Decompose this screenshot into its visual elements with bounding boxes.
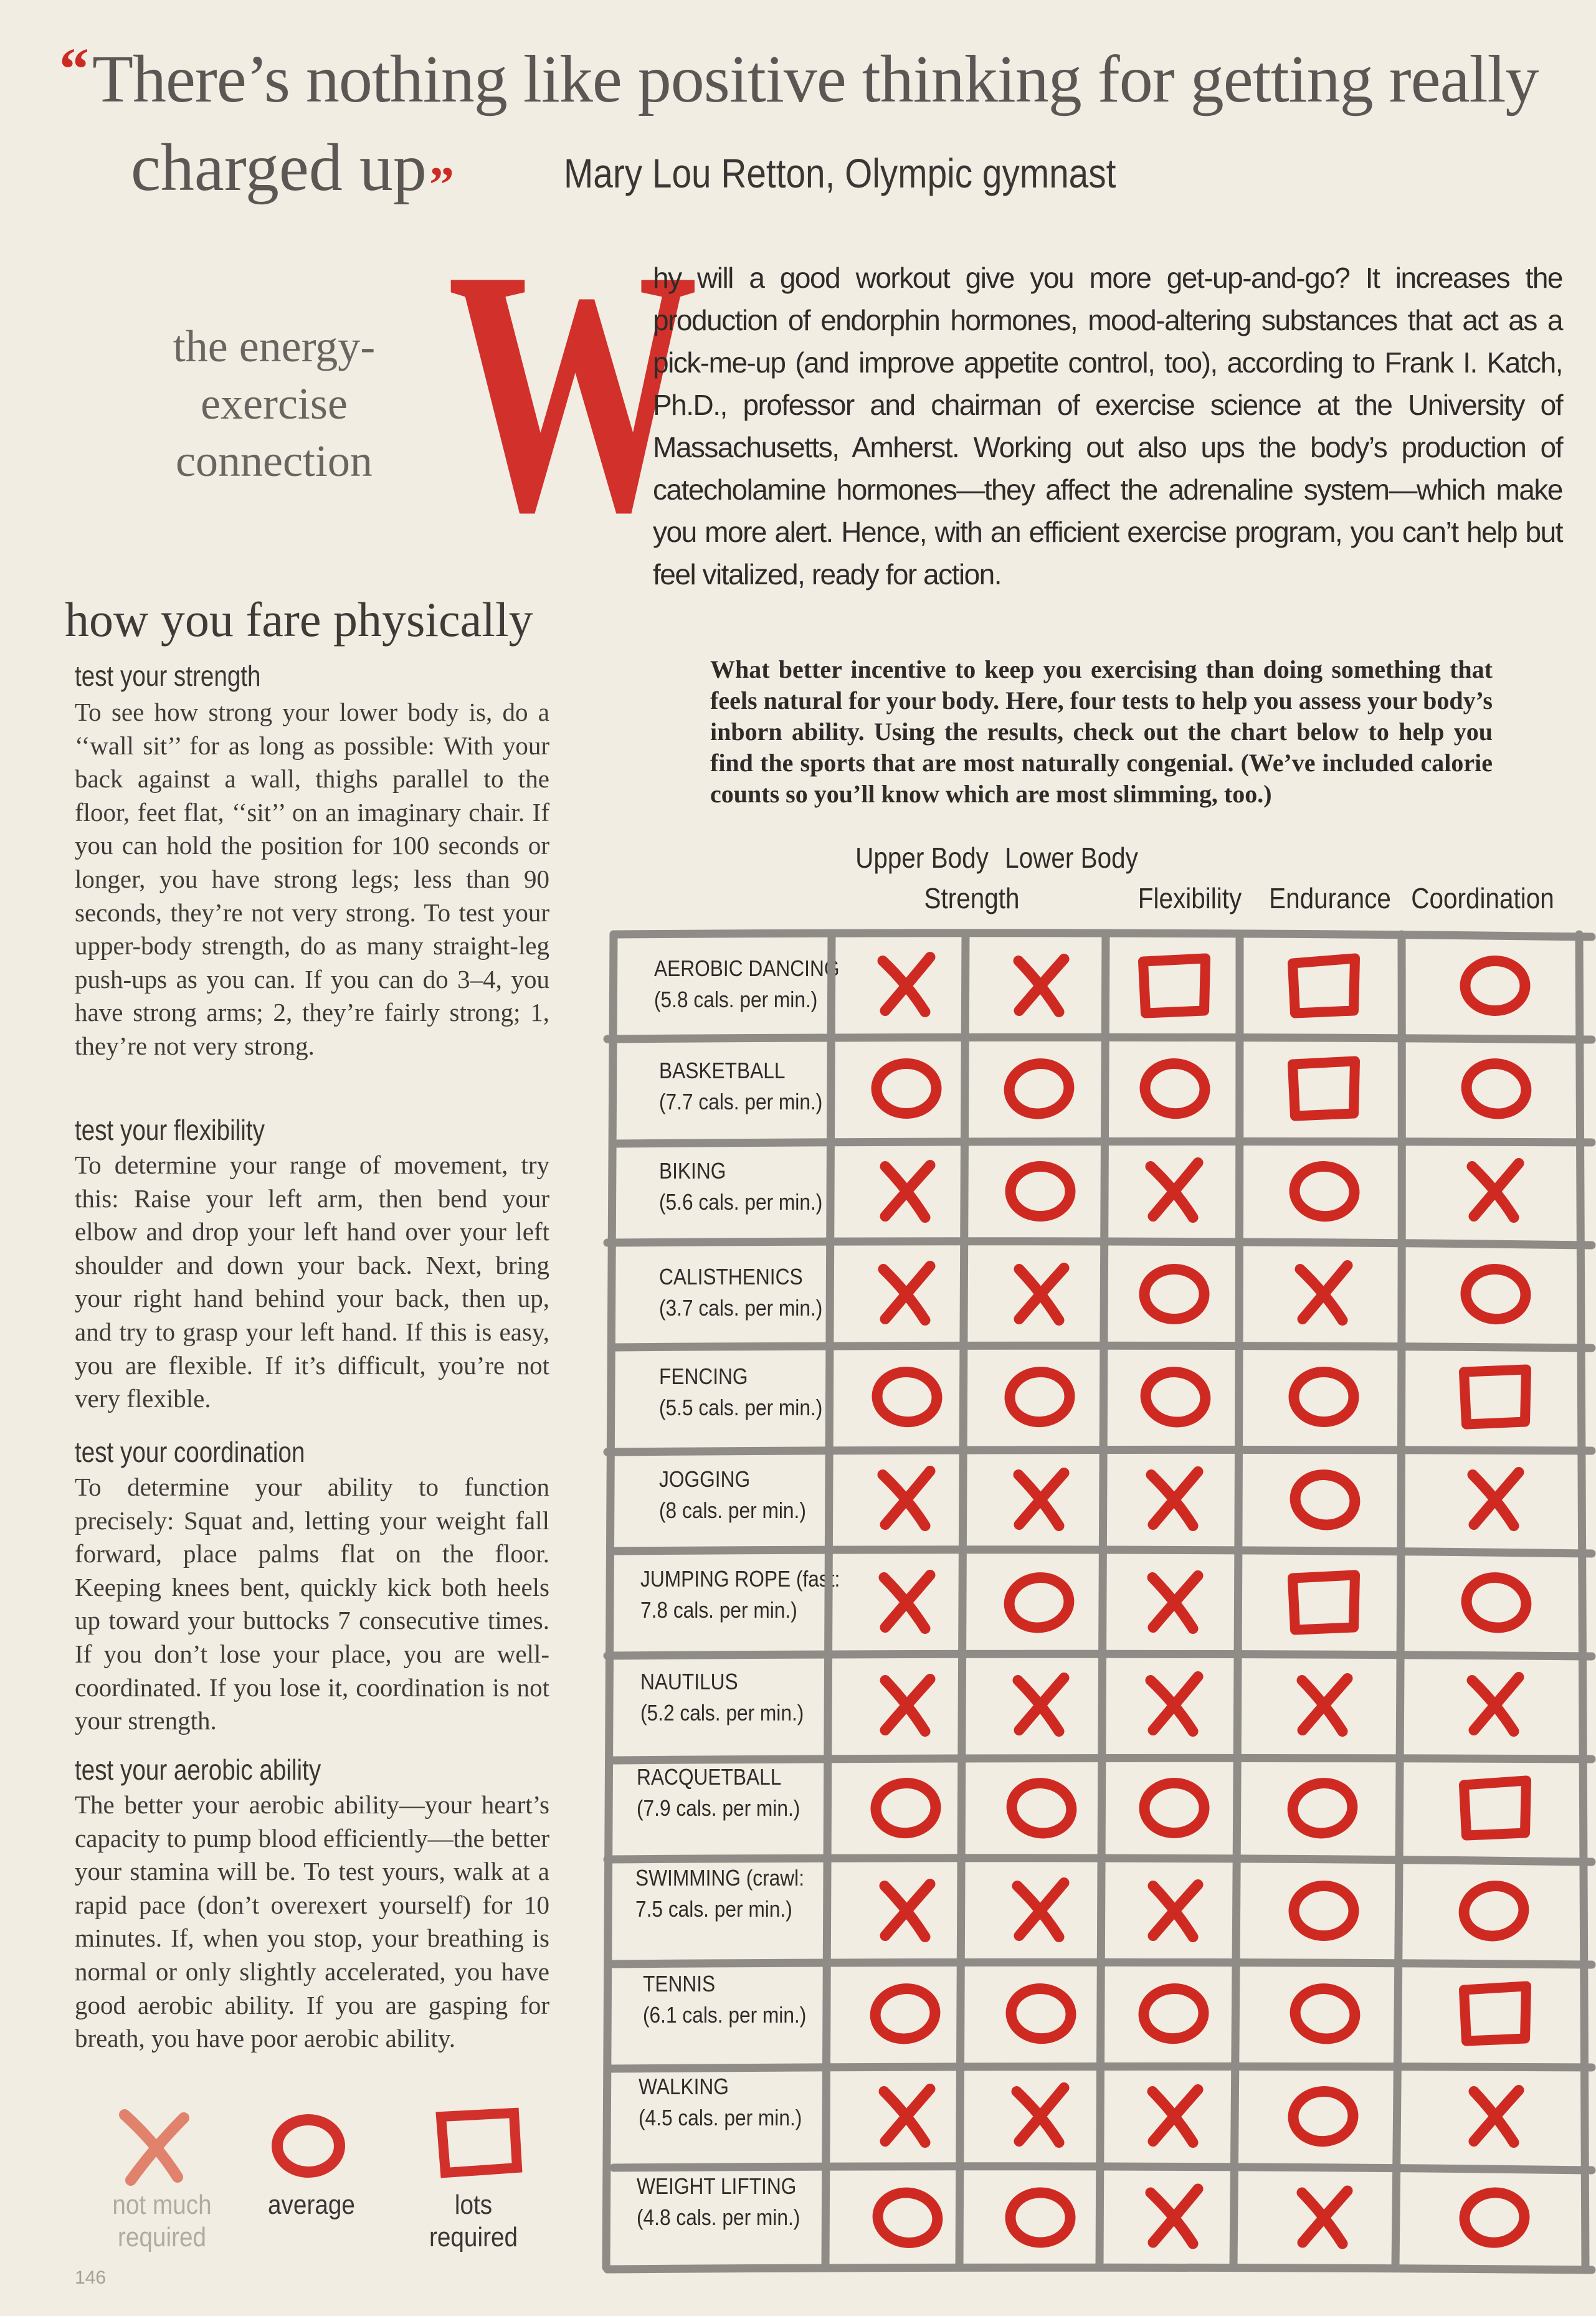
mark-o-icon (1292, 1985, 1358, 2043)
chart-intro: What better incentive to keep you exercising than doing something that feels natural for your body. Here, four tests to help you assess your body’s inborn ability. Using the results, check out the chart below to help you find the sports that are most naturally congenial. (We’ve included calorie counts so you’ll know which are most slimming, too.) (710, 655, 1493, 808)
mark-x-icon (1019, 1268, 1064, 1321)
legend-label-lots: lots required (429, 2190, 518, 2252)
mark-o-icon (1006, 1573, 1072, 1631)
chart-grid (606, 933, 1592, 2270)
mark-x-icon (1474, 2091, 1519, 2143)
mark-o-icon (1292, 1471, 1358, 1529)
test-heading-flexibility: test your flexibility (75, 1114, 265, 1146)
row-cals: 7.5 cals. per min.) (635, 1896, 792, 1922)
mark-o-icon (875, 2189, 941, 2247)
mark-x-icon (1472, 1678, 1519, 1732)
mark-o-icon (1006, 1060, 1072, 1118)
mark-x-icon (885, 1165, 930, 1218)
mark-o-icon (1463, 2191, 1526, 2245)
mark-x-icon (1151, 1163, 1198, 1218)
mark-x-icon (884, 1575, 930, 1629)
open-quote-mark: “ (59, 36, 88, 102)
mark-x-icon (1300, 1266, 1347, 1321)
section-title-line: the energy- (173, 321, 376, 371)
legend-label-not-much: not much required (112, 2190, 212, 2252)
drop-cap: W (447, 198, 699, 584)
mark-x-icon (1152, 1576, 1198, 1629)
col-head-upper-body: Upper Body (855, 842, 989, 874)
mark-x-icon (1472, 1164, 1519, 1218)
quote-attribution: Mary Lou Retton, Olympic gymnast (564, 150, 1116, 196)
mark-o-icon (1144, 1270, 1204, 1319)
row-cals: (7.9 cals. per min.) (637, 1795, 800, 1821)
mark-x-icon (1151, 1677, 1198, 1732)
grid-line-vertical (1395, 934, 1402, 2267)
mark-o-icon (1463, 1573, 1529, 1631)
section-title-line: exercise (201, 379, 348, 429)
mark-x-icon (1151, 2189, 1198, 2244)
mark-box-icon (1293, 1575, 1355, 1630)
test-body-aerobic: The better your aerobic ability—your heart’s capacity to pump blood efficiently—the better your stamina will be. To test yours, walk at a rapid pace (don’t overexert yourself) for 10 minutes. If, when you stop, your breathing is normal or only slightly accelerated, you have good aerobic ability. If you are gasping for breath, you have poor aerobic ability. (75, 1790, 549, 2053)
row-cals: (5.5 cals. per min.) (659, 1395, 823, 1420)
row-cals: (4.8 cals. per min.) (637, 2204, 800, 2230)
mark-o-icon (1010, 1167, 1070, 1217)
row-name: TENNIS (643, 1971, 716, 1996)
row-name: RACQUETBALL (637, 1764, 782, 1790)
test-heading-strength: test your strength (75, 660, 261, 692)
grid-line-vertical (1233, 934, 1240, 2267)
mark-o-icon (1009, 1986, 1072, 2041)
row-cals: (8 cals. per min.) (659, 1497, 806, 1523)
mark-o-icon (1293, 1164, 1356, 1218)
grid-line-horizontal (607, 1241, 1592, 1245)
mark-x-icon (1302, 2191, 1347, 2244)
row-cals: (3.7 cals. per min.) (659, 1295, 823, 1321)
mark-box-icon (1464, 1781, 1526, 1836)
row-cals: (7.7 cals. per min.) (659, 1089, 823, 1114)
row-cals: (5.2 cals. per min.) (640, 1700, 804, 1725)
mark-o-icon (1009, 1779, 1075, 1837)
mark-o-icon (1465, 961, 1525, 1011)
mark-x-icon (883, 1266, 930, 1321)
row-name: BASKETBALL (659, 1058, 786, 1083)
row-name: JOGGING (659, 1466, 751, 1492)
fare-heading: how you fare physically (65, 592, 533, 647)
mark-x-icon (1153, 1885, 1198, 1937)
chart-marks (872, 957, 1529, 2247)
mark-o-icon (1463, 1060, 1529, 1118)
test-body-flexibility: To determine your range of movement, try this: Raise your left arm, then bend your elbow and drop your left hand over your left shoulder and down your back. Next, bring your right hand behind your back, then up, and try to grasp your left hand. If this is easy, you are flexible. If it’s difficult, you’re not very flexible. (75, 1151, 549, 1413)
mark-o-icon (1144, 1783, 1204, 1833)
grid-line-horizontal (607, 1037, 1592, 1040)
pull-quote-text-1: There’s nothing like positive thinking for getting really (92, 42, 1539, 116)
pull-quote-text-2: charged up (131, 131, 427, 205)
mark-box-icon (1464, 1986, 1526, 2041)
row-cals: (6.1 cals. per min.) (643, 2002, 807, 2028)
mark-o-icon (874, 1781, 937, 1835)
row-cals: (5.8 cals. per min.) (654, 987, 818, 1012)
mark-o-icon (1143, 1061, 1206, 1116)
row-name: AEROBIC DANCING (654, 956, 840, 981)
row-cals: (4.5 cals. per min.) (639, 2105, 802, 2130)
row-name: JUMPING ROPE (fast: (640, 1566, 840, 1592)
mark-o-icon (876, 1064, 936, 1114)
row-name: WALKING (639, 2074, 729, 2099)
mark-box-icon (1464, 1370, 1526, 1425)
col-head-coordination: Coordination (1411, 882, 1554, 914)
row-name: NAUTILUS (640, 1669, 738, 1694)
mark-x-icon (1017, 2088, 1064, 2143)
mark-x-icon (1152, 2090, 1198, 2143)
row-cals: 7.8 cals. per min.) (640, 1597, 797, 1623)
mark-o-icon (1291, 2089, 1354, 2143)
mark-o-icon (1294, 1886, 1354, 1936)
mark-x-icon (885, 1884, 930, 1937)
legend-label-average: average (268, 2190, 355, 2220)
mark-x-icon (1017, 1883, 1064, 1937)
mark-x-icon (885, 1679, 930, 1732)
row-name: WEIGHT LIFTING (637, 2173, 797, 2199)
row-name: FENCING (659, 1364, 748, 1389)
mark-o-icon (1142, 1368, 1209, 1426)
mark-o-icon (875, 1370, 938, 1424)
col-head-endurance: Endurance (1269, 882, 1391, 914)
close-quote-mark: ” (429, 158, 454, 212)
mark-x-icon (1019, 959, 1064, 1012)
test-heading-aerobic: test your aerobic ability (75, 1754, 321, 1786)
mark-x-icon (1302, 1679, 1347, 1732)
row-name: CALISTHENICS (659, 1264, 803, 1289)
col-head-strength: Strength (924, 882, 1020, 914)
col-head-lower-body: Lower Body (1005, 842, 1138, 874)
mark-o-icon (1290, 1779, 1356, 1837)
mark-o-icon (1142, 1986, 1205, 2041)
test-heading-coordination: test your coordination (75, 1436, 305, 1468)
mark-o-icon (1294, 1372, 1354, 1422)
mark-box-icon (1143, 959, 1205, 1013)
mark-x-icon (1018, 1678, 1064, 1732)
mark-x-icon (1473, 1473, 1519, 1526)
test-body-strength: To see how strong your lower body is, do a ‘‘wall sit’’ for as long as possible: With your back against a wall, thighs parallel to the floor, feet flat, ‘‘sit’’ on an imaginary chair. If you can hold the position for 100 seconds or longer, you have strong legs; less than 90 seconds, they’re not very strong. To test your upper-body strength, do as many straight-leg push-ups as you can. If you can do 3–4, you have strong arms; 2, they’re fairly strong; 1, they’re not very strong. (75, 698, 549, 1060)
mark-o-icon (1010, 2193, 1070, 2242)
mark-x-icon (883, 957, 930, 1012)
row-name: SWIMMING (crawl: (635, 1865, 805, 1891)
page-number: 146 (75, 2267, 107, 2288)
mark-o-icon (1464, 1267, 1527, 1321)
mark-o-icon (1008, 1370, 1071, 1424)
mark-o-icon (1461, 1882, 1527, 1940)
row-name: BIKING (659, 1158, 726, 1184)
mark-x-icon (884, 2089, 930, 2143)
mark-box-icon (1293, 959, 1355, 1013)
mark-x-icon (1019, 1473, 1064, 1526)
test-body-coordination: To determine your ability to function precisely: Squat and, letting your weight fall forward, place palms flat on the floor. Keeping knees bent, quickly kick both heels up toward your buttocks 7 consecutive times. If you don’t lose your place, you are well-coordinated. If you lose it, coordination is not your strength. (75, 1473, 549, 1735)
mark-box-icon (1293, 1061, 1355, 1116)
section-title-line: connection (176, 436, 373, 486)
mark-o-icon (872, 1985, 938, 2043)
row-cals: (5.6 cals. per min.) (659, 1189, 823, 1215)
mark-x-icon (883, 1471, 930, 1526)
intro-paragraph: hy will a good workout give you more get-up-and-go? It increases the production of endorphin hormones, mood-altering substances that act as a pick-me-up (and improve appetite control, too), according to Frank I. Katch, Ph.D., professor and chairman of exercise science at the University of Massachusetts, Amherst. Working out also ups the body’s production of catecholamine hormones—they affect the adrenaline system—which make you more alert. Hence, with an efficient exercise program, you can’t help but feel vitalized, ready for action. (653, 262, 1562, 591)
mark-x-icon (1151, 1472, 1198, 1526)
col-head-flexibility: Flexibility (1138, 882, 1242, 914)
